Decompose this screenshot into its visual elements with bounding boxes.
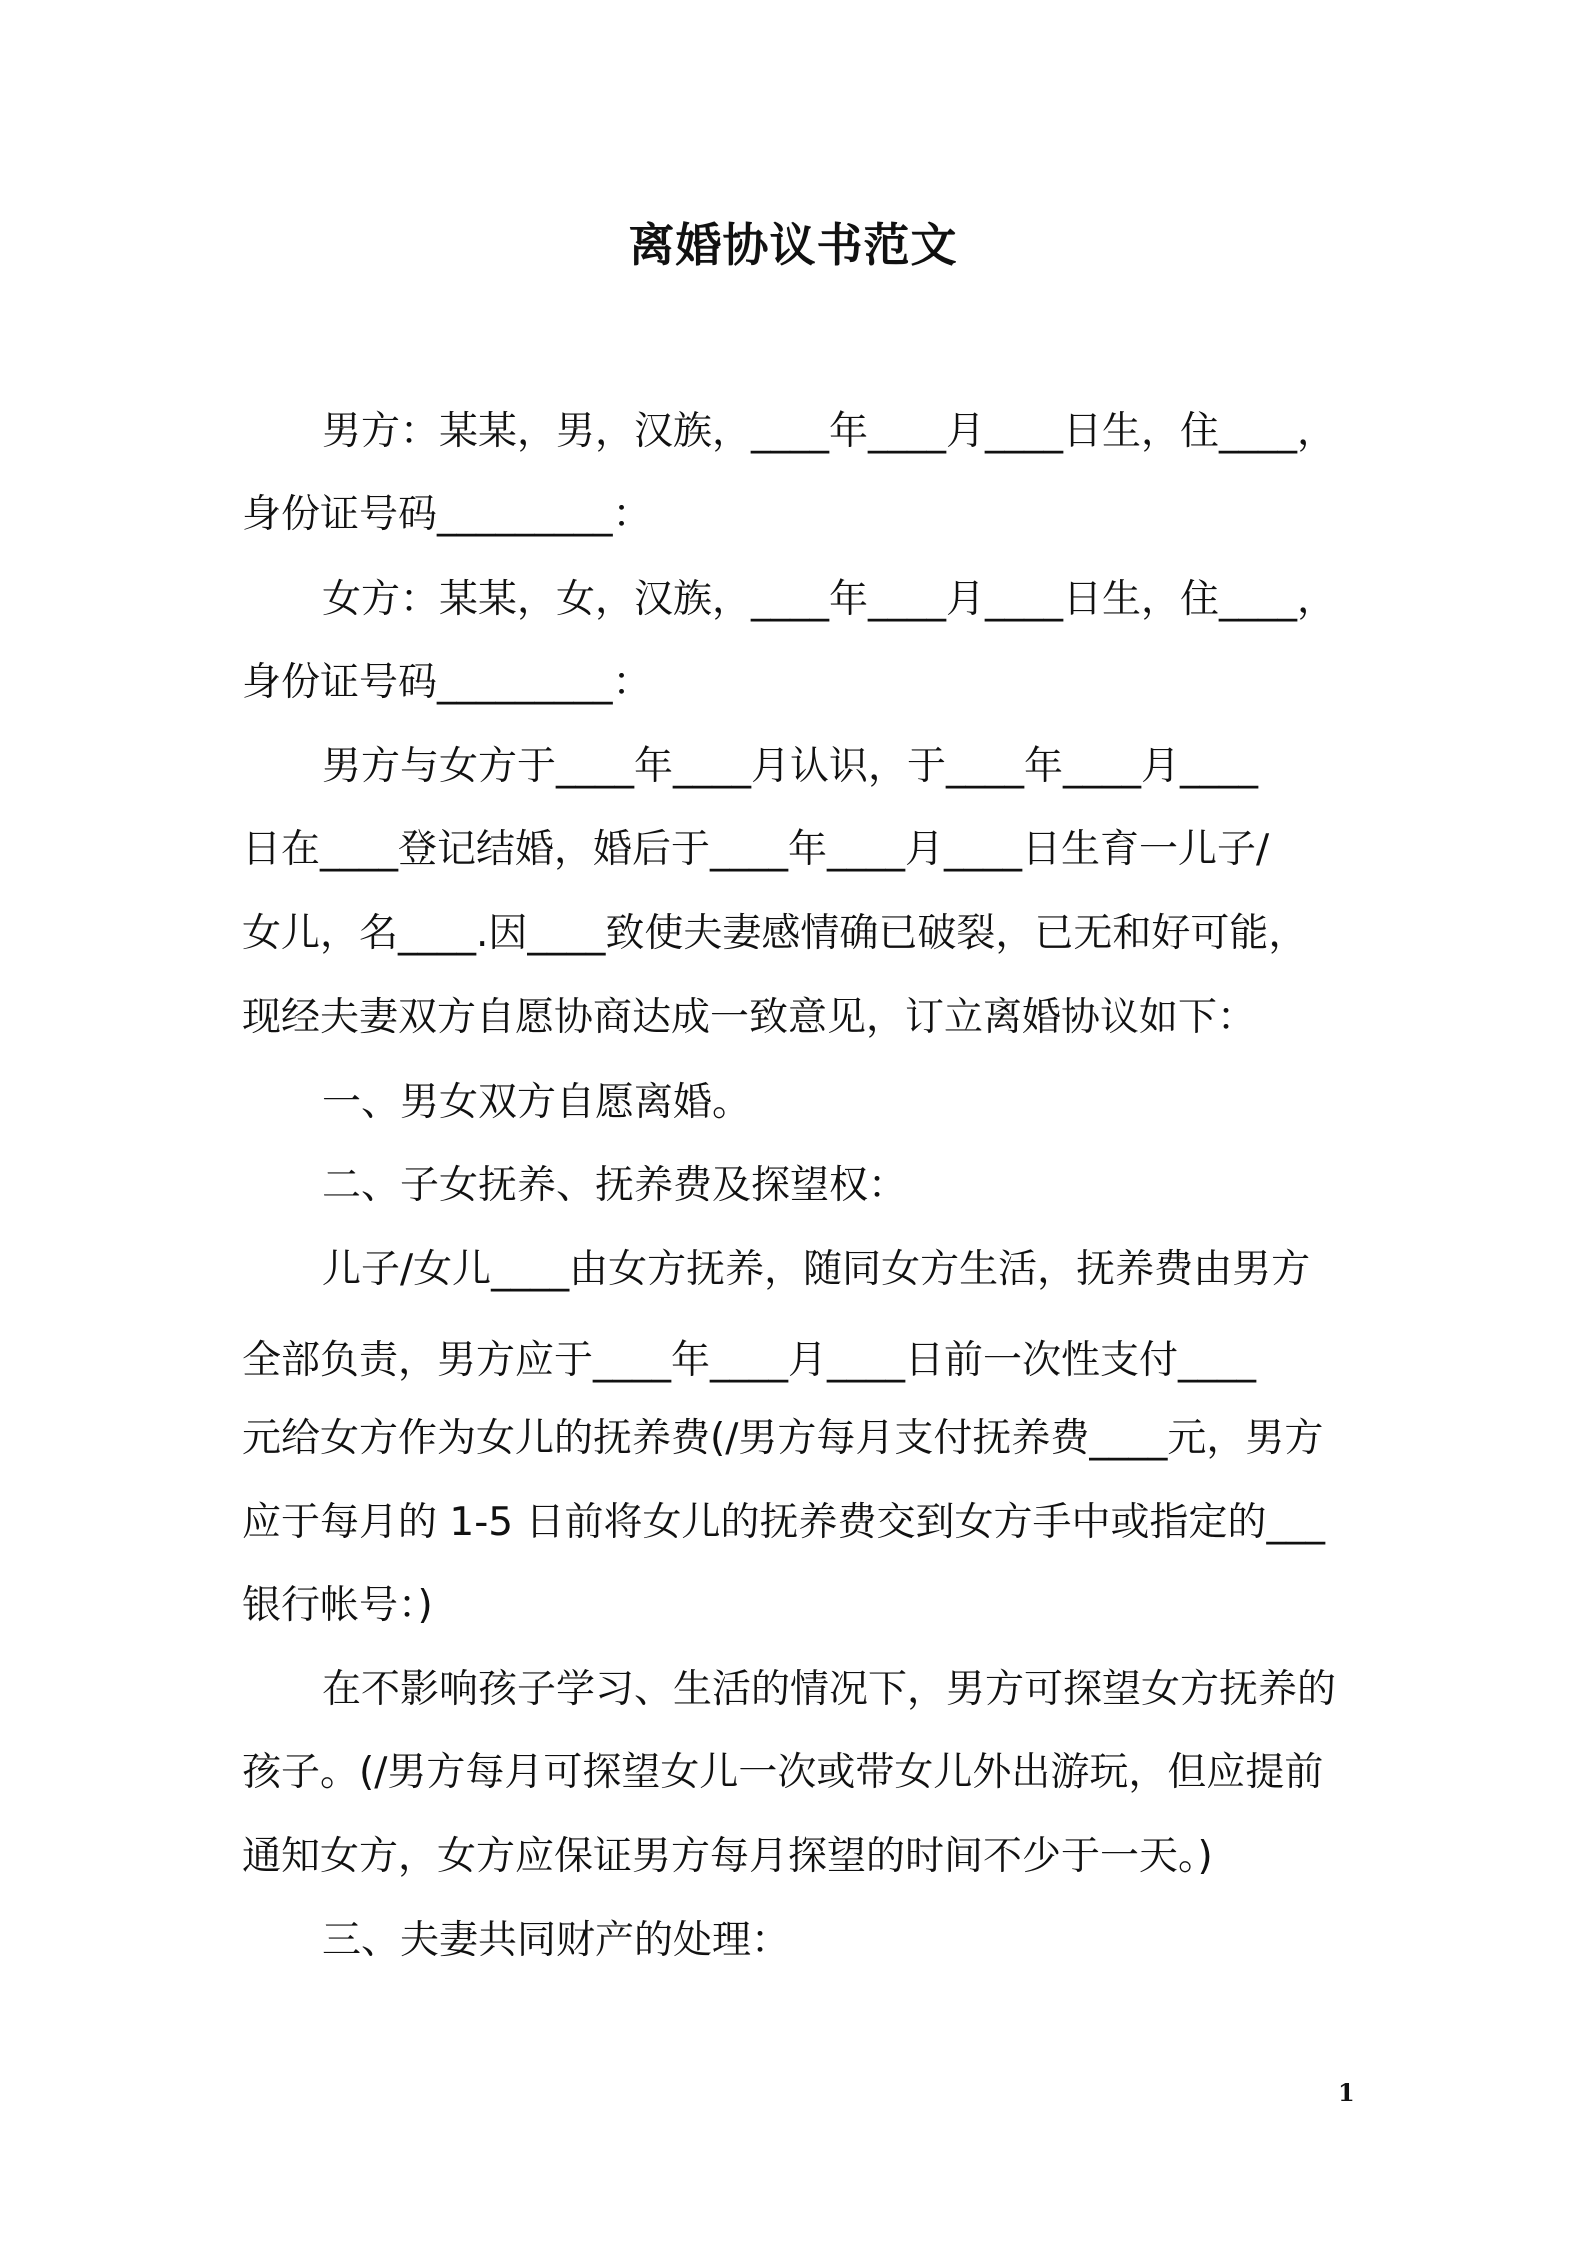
text-line: 三、夫妻共同财产的处理：: [322, 1918, 791, 1963]
text-line: 在不影响孩子学习、生活的情况下，男方可探望女方抚养的: [322, 1667, 1337, 1712]
page-number: 1: [1338, 2078, 1355, 2107]
text-line: 银行帐号：): [242, 1583, 433, 1628]
text-line: 现经夫妻双方自愿协商达成一致意见，订立离婚协议如下：: [242, 995, 1257, 1040]
text-line: 日在____登记结婚，婚后于____年____月____日生育一儿子/: [242, 827, 1270, 872]
text-line: 全部负责，男方应于____年____月____日前一次性支付____: [242, 1338, 1257, 1383]
text-line: 身份证号码_________：: [242, 660, 652, 705]
text-line: 一、男女双方自愿离婚。: [322, 1080, 752, 1125]
text-line: 孩子。(/男方每月可探望女儿一次或带女儿外出游玩，但应提前: [242, 1750, 1324, 1795]
text-line: 儿子/女儿____由女方抚养，随同女方生活，抚养费由男方: [322, 1247, 1311, 1292]
text-line: 通知女方，女方应保证男方每月探望的时间不少于一天。): [242, 1834, 1213, 1879]
text-line: 男方：某某，男，汉族，____年____月____日生，住____，: [322, 409, 1337, 454]
text-line: 女方：某某，女，汉族，____年____月____日生，住____，: [322, 577, 1337, 622]
text-line: 元给女方作为女儿的抚养费(/男方每月支付抚养费____元，男方: [242, 1416, 1324, 1461]
document-title: 离婚协议书范文: [628, 218, 958, 272]
text-line: 二、子女抚养、抚养费及探望权：: [322, 1163, 908, 1208]
text-line: 女儿，名____.因____致使夫妻感情确已破裂，已无和好可能，: [242, 911, 1308, 956]
text-line: 应于每月的 1-5 日前将女儿的抚养费交到女方手中或指定的___: [242, 1500, 1325, 1545]
text-line: 男方与女方于____年____月认识，于____年____月____: [322, 744, 1259, 789]
text-line: 身份证号码_________：: [242, 492, 652, 537]
